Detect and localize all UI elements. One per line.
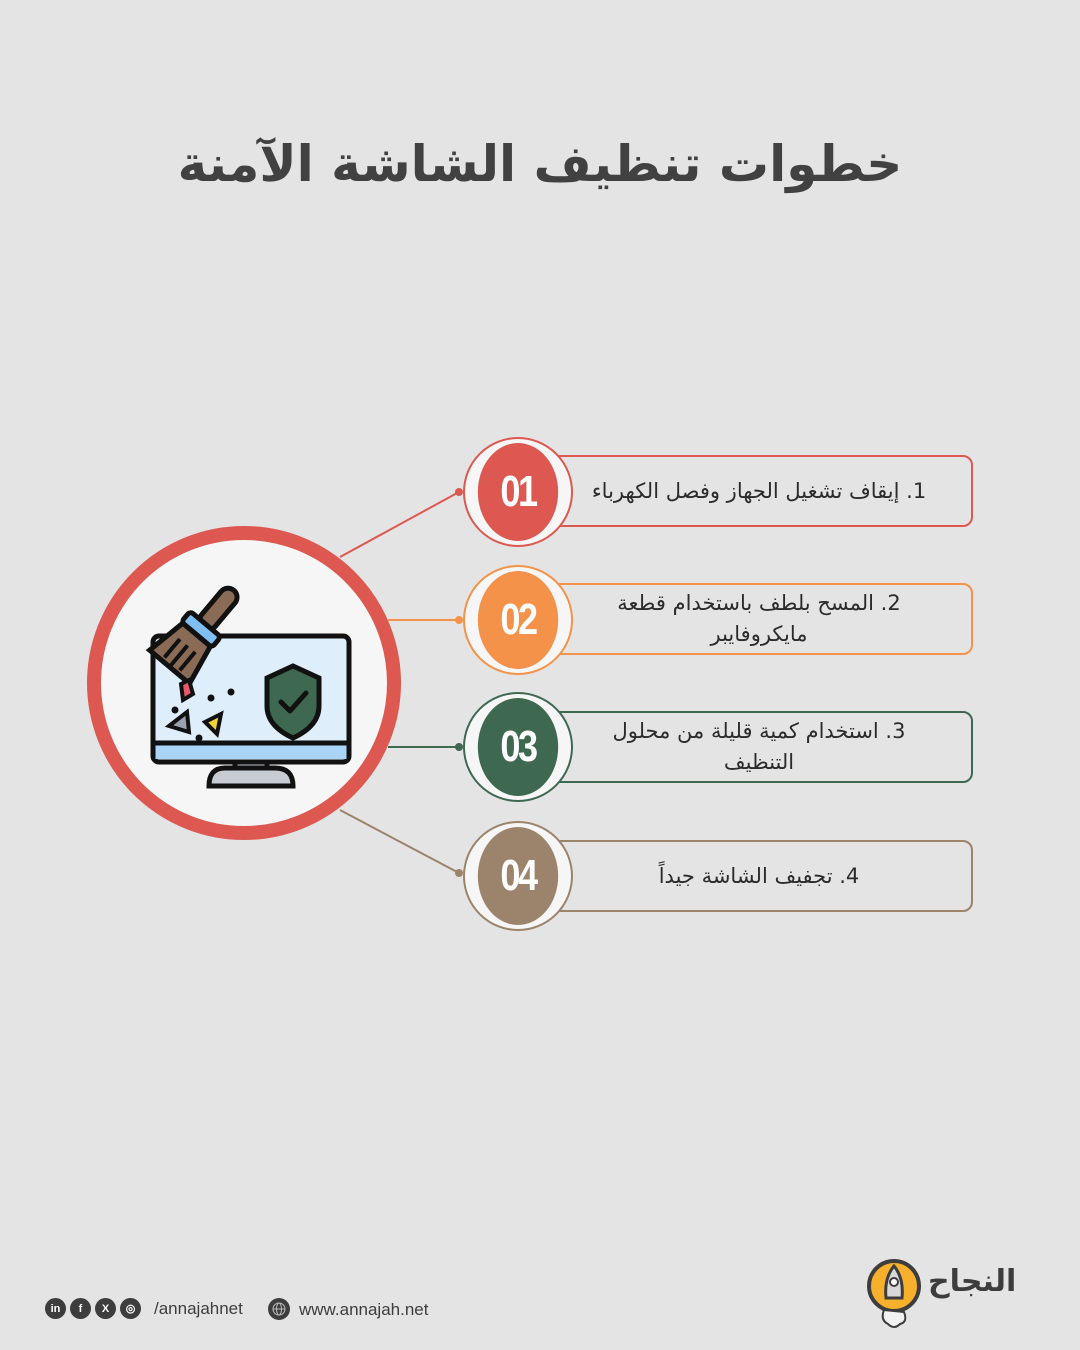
step-text: 4. تجفيف الشاشة جيداً xyxy=(658,863,860,888)
step-number: 01 xyxy=(478,443,558,541)
step-number: 02 xyxy=(478,571,558,669)
hub-illustration xyxy=(87,526,401,840)
step-badge-3 xyxy=(463,692,573,802)
step-card-3 xyxy=(545,711,973,783)
step-text: 3. استخدام كمية قليلة من محلول التنظيف xyxy=(612,719,906,774)
globe-icon xyxy=(268,1298,290,1320)
website-link[interactable]: www.annajah.net xyxy=(299,1300,429,1319)
step-badge-2 xyxy=(463,565,573,675)
instagram-icon[interactable]: ◎ xyxy=(120,1298,141,1319)
social-links xyxy=(45,1298,243,1319)
step-badge-4 xyxy=(463,821,573,931)
step-text: 1. إيقاف تشغيل الجهاز وفصل الكهرباء xyxy=(591,478,927,503)
social-handle[interactable]: /annajahnet xyxy=(154,1298,243,1318)
step-card-1 xyxy=(545,455,973,527)
linkedin-icon[interactable]: in xyxy=(45,1298,66,1319)
step-card-4 xyxy=(545,840,973,912)
monitor-cleaning-icon xyxy=(135,574,353,792)
rocket-logo-icon xyxy=(866,1258,926,1332)
step-card-2 xyxy=(545,583,973,655)
facebook-icon[interactable]: f xyxy=(70,1298,91,1319)
step-badge-1 xyxy=(463,437,573,547)
page-title: خطوات تنظيف الشاشة الآمنة xyxy=(177,135,903,193)
step-number: 04 xyxy=(478,827,558,925)
x-twitter-icon[interactable]: X xyxy=(95,1298,116,1319)
step-text: 2. المسح بلطف باستخدام قطعة مايكروفايبر xyxy=(617,591,901,646)
brand-logo-text: النجاح xyxy=(928,1264,1017,1299)
step-number: 03 xyxy=(478,698,558,796)
